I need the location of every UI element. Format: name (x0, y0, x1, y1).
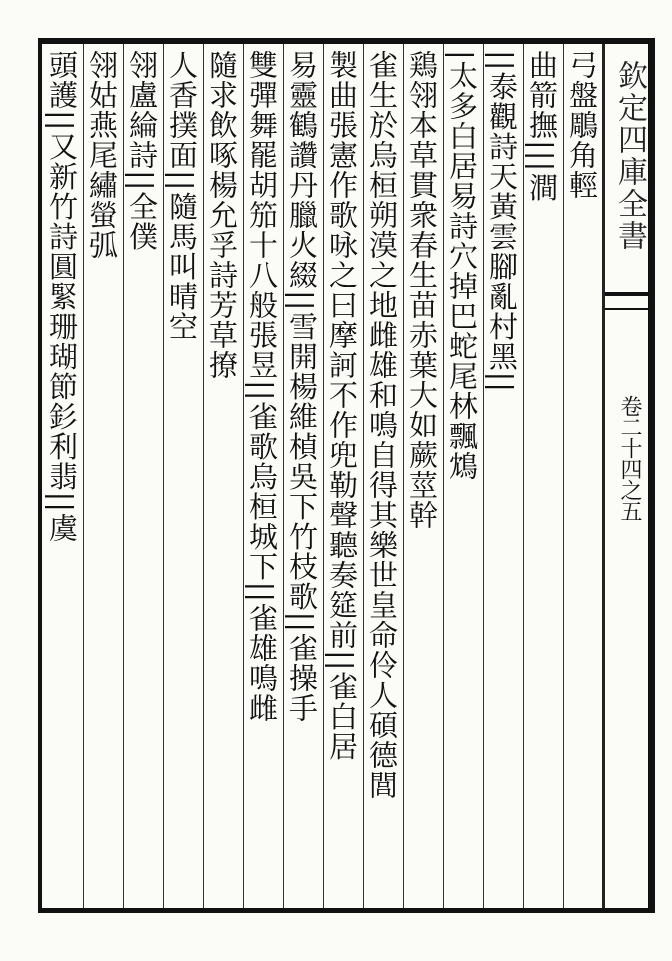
text-column-7 (325, 50, 363, 905)
text-column-13 (85, 50, 123, 905)
book-title: 欽定四庫全書 (612, 60, 647, 252)
text-column-8 (285, 50, 323, 905)
column-text: 翎姑燕尾繡螢弧 (85, 50, 119, 260)
column-text: 製曲張憲作歌咏之曰摩訶不作兜勒聲聽奏筵前||雀白居 (325, 50, 359, 762)
volume-label: 卷二十四之五 (617, 395, 642, 521)
column-text: 曲箭撫|||澗 (525, 50, 559, 203)
column-rule (323, 44, 324, 908)
column-rule (403, 44, 404, 908)
column-text: 弓盤鵰角輕 (565, 50, 599, 200)
frame-left-border (38, 38, 42, 913)
column-rule (163, 44, 164, 908)
text-column-2 (525, 50, 563, 905)
fishtail-mark (605, 292, 648, 296)
text-column-3 (485, 50, 523, 905)
text-column-11 (165, 50, 203, 905)
column-text: 隨求飲啄楊允孚詩芳草撩 (205, 50, 239, 380)
column-text: 頭護||又新竹詩圓緊珊瑚節釤利翡||虞 (45, 50, 79, 544)
column-rule (123, 44, 124, 908)
text-column-6 (365, 50, 403, 905)
frame-bottom-border (40, 908, 655, 913)
column-rule (203, 44, 204, 908)
text-column-1 (565, 50, 603, 905)
column-text: 人香撲面||隨馬叫晴空 (165, 50, 199, 342)
frame-right-border (648, 38, 655, 913)
text-column-9 (245, 50, 283, 905)
text-column-4 (445, 50, 483, 905)
column-text: 鶏翎本草貫衆春生苗赤葉大如蕨莖幹 (405, 50, 439, 530)
column-text: 雙彈舞罷胡笳十八般張昱||雀歌烏桓城下||雀雄鳴雌 (245, 50, 279, 724)
text-column-5 (405, 50, 443, 905)
column-rule (523, 44, 524, 908)
column-text: 翎盧綸詩||全僕 (125, 50, 159, 252)
text-column-10 (205, 50, 243, 905)
column-text: 雀生於烏桓朔漠之地雌雄和鳴自得其樂世皇命伶人碩德閭 (365, 50, 399, 800)
fishtail-mark-thin (605, 308, 648, 310)
column-text: 易靈鶴讚丹臘火綴||雪開楊維楨吳下竹枝歌||雀操手 (285, 50, 319, 724)
column-rule (443, 44, 444, 908)
column-rule (483, 44, 484, 908)
column-rule (83, 44, 84, 908)
column-rule (283, 44, 284, 908)
text-column-12 (125, 50, 163, 905)
column-rule (243, 44, 244, 908)
column-text: ||泰觀詩天黃雲腳亂村黑|| (485, 50, 519, 394)
column-rule (563, 44, 564, 908)
column-rule (363, 44, 364, 908)
text-column-14 (45, 50, 83, 905)
column-text: |太多白居易詩穴掉巴蛇尾林飄鴆 (445, 50, 479, 481)
